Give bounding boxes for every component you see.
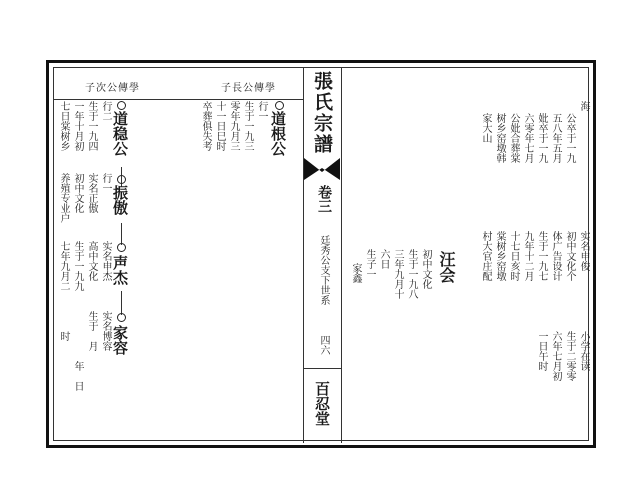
person-daogen-name: 道根公 (269, 111, 287, 156)
person-jiarong-hour: 时 (58, 331, 69, 341)
person-shengjie-line3: 生于一九九 (72, 241, 83, 291)
lineage-line-3 (121, 291, 122, 315)
wanghui-more-2: 生于一九八 (406, 249, 417, 299)
header-second-son: 子次公傳學 (85, 83, 140, 94)
child-line4: 一日午时 (536, 331, 547, 371)
right-text-col7: 家大山 (480, 113, 491, 143)
spine-right-border (341, 67, 342, 443)
right-text-col2: 五八年五月 (550, 113, 561, 163)
person-wanghui-name: 汪会 (437, 251, 456, 283)
person-daowen-line3: 一年十月初 (72, 101, 83, 151)
person-daogen-line1: 行一 (256, 101, 267, 121)
person-shengjie-line1: 实名申杰 (100, 241, 111, 281)
person-zhenao-name: 振傲 (111, 185, 129, 215)
person-jiarong-day: 日 (72, 381, 83, 391)
wanghui-line2: 初中文化个 (564, 231, 575, 281)
person-shengjie-line2: 高中文化 (86, 241, 97, 281)
right-text-col3: 妣卒于一九 (536, 113, 547, 163)
child-line2: 生于二零零 (564, 331, 575, 381)
genealogy-page (46, 60, 596, 448)
person-daowen-line2: 生于一九四 (86, 101, 97, 151)
person-jiarong-month: 月 (86, 341, 97, 351)
wanghui-more-6: 家鑫 (350, 263, 361, 283)
wanghui-more-5: 生子一 (364, 249, 375, 279)
wanghui-line8: 村大官庄配 (480, 231, 491, 281)
spine-fishtail-ornament (304, 158, 340, 180)
wanghui-more-4: 六日 (378, 249, 389, 269)
hall-name: 百忍堂 (313, 381, 331, 426)
book-title: 張氏宗譜 (311, 71, 333, 155)
person-daowen-line1: 行二 (100, 101, 111, 121)
right-text-col5: 公妣合葬棠 (508, 113, 519, 163)
right-text-col1: 公卒于一九 (564, 113, 575, 163)
lineage-circle-daowen (117, 101, 126, 110)
header-eldest-son: 子長公傳學 (221, 83, 276, 94)
person-zhenao-line1: 行一 (100, 173, 111, 193)
person-daogen-line5: 卒葬俱失考 (200, 101, 211, 151)
person-jiarong-name: 家容 (111, 325, 129, 355)
person-daogen-line2: 生于一九三 (242, 101, 253, 151)
person-jiarong-line2: 生于 (86, 311, 97, 331)
child-line3: 六年七月初 (550, 331, 561, 381)
lineage-circle-daogen (275, 101, 284, 110)
lineage-circle-shengjie (117, 243, 126, 252)
lineage-line-2 (121, 223, 122, 245)
wanghui-line3: 体广告设计 (550, 231, 561, 281)
person-zhenao-line2: 实名正傲 (86, 173, 97, 213)
left-header-rule (53, 99, 303, 100)
wanghui-line5: 九年十二月 (522, 231, 533, 281)
person-daogen-line4: 十一日巳时 (214, 101, 225, 151)
spine-divider (303, 368, 341, 369)
section-title: 廷秀公支下世系 (318, 235, 329, 305)
wanghui-line4: 生于一九七 (536, 231, 547, 281)
person-shengjie-line4: 七年九月二 (58, 241, 69, 291)
wanghui-line1: 实名申俊 (578, 231, 589, 271)
lineage-circle-jiarong (117, 313, 126, 322)
right-text-hai: 海 (578, 101, 589, 111)
wanghui-line6: 十七日亥时 (508, 231, 519, 281)
right-text-col6: 树乡窑墩韩 (494, 113, 505, 163)
wanghui-more-3: 三年九月十 (392, 249, 403, 299)
person-shengjie-name: 声杰 (111, 255, 129, 285)
page-number: 四六 (318, 335, 329, 355)
person-daogen-line3: 零年九月三 (228, 101, 239, 151)
wanghui-more-1: 初中文化 (420, 249, 431, 289)
wanghui-line7: 棠树乡窑墩 (494, 231, 505, 281)
right-text-col4: 六零年七月 (522, 113, 533, 163)
spine-left-border (303, 67, 304, 443)
lineage-circle-zhenao (117, 175, 126, 184)
person-daowen-name: 道稳公 (111, 111, 129, 156)
person-zhenao-line4: 养殖专业户 (58, 173, 69, 223)
person-daowen-info: 七日棠树乡 (58, 101, 69, 151)
volume-label: 卷三 (316, 185, 332, 213)
person-jiarong-line1: 实名博容 (100, 311, 111, 351)
person-zhenao-line3: 初中文化 (72, 173, 83, 213)
child-line1: 小学在读 (578, 331, 589, 371)
person-jiarong-year: 年 (72, 361, 83, 371)
